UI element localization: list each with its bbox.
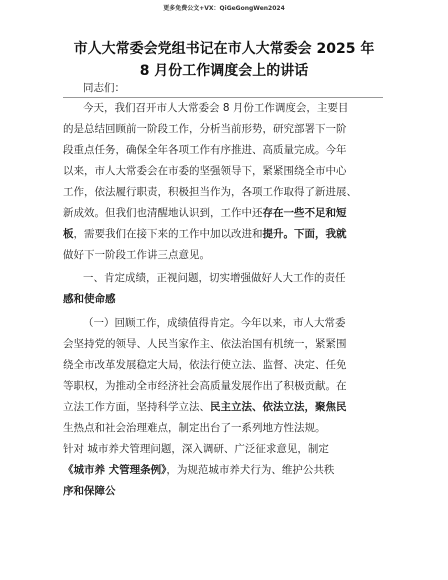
bold-text-run: 提升。下面: [262, 228, 315, 240]
greeting: 同志们：: [83, 82, 125, 94]
header-note: 更多免费公文+VX：QiGeGongWen2024: [163, 5, 285, 12]
section-heading-continued: 感和使命感: [63, 293, 116, 305]
paragraph-line: （一）回顾工作，成绩值得肯定。今年以来，市人大常委: [83, 317, 346, 329]
paragraph-line: [63, 228, 385, 241]
paragraph-line: [63, 207, 385, 220]
title-line-1: 市人大常委会党组书记在市人大常委会 2025 年: [73, 41, 375, 57]
paragraph-line: [63, 401, 385, 414]
paragraph-line: [63, 464, 385, 477]
section-heading: 一、肯定成绩，正视问题，切实增强做好人大工作的责任: [83, 272, 346, 284]
divider: [63, 97, 383, 98]
bold-text-run: 民主立法、依法立法，聚焦民: [210, 401, 347, 413]
paragraph-line: 绕全市改革发展稳定大局，依法行使立法、监督、决定、任免: [63, 359, 347, 371]
paragraph-line: 生热点和社会治理难点，制定出台了一系列地方性法规。: [63, 422, 326, 434]
bold-text-run: 《城市养 犬管理条例》: [63, 464, 167, 476]
paragraph-line: 序和保障公: [63, 485, 116, 497]
paragraph-line: 针对 城市养犬管理问题，深入调研、广泛征求意见，制定: [63, 443, 329, 455]
paragraph-line: 的是总结回顾前一阶段工作，分析当前形势，研究部署下一阶: [63, 123, 347, 135]
paragraph-line: 段重点任务，确保全年各项工作有序推进、高质量完成。今年: [63, 144, 347, 156]
bold-text-run: ，我就: [315, 228, 347, 240]
text-run: ，需要我们在接下来的工作中加以改进和: [73, 228, 263, 240]
paragraph-line: 今天，我们召开市人大常委会 8 月份工作调度会，主要目: [83, 102, 349, 114]
text-run: 立法工作方面，坚持科学立法、: [63, 401, 210, 413]
paragraph-line: 等职权，为推动全市经济社会高质量发展作出了积极贡献。在: [63, 380, 347, 392]
text-run: 新成效。但我们也清醒地认识到，工作中还: [63, 207, 263, 219]
title-line-2: 8 月份工作调度会上的讲话: [139, 63, 309, 79]
paragraph-line: 工作，依法履行职责，积极担当作为，各项工作取得了新进展、: [63, 186, 357, 198]
paragraph-line: 以来，市人大常委会在市委的坚强领导下，紧紧围绕全市中心: [63, 165, 347, 177]
paragraph-line: 会坚持党的领导、人民当家作主、依法治国有机统一，紧紧围: [63, 338, 347, 350]
bold-text-run: 板: [63, 228, 74, 240]
document-title: [40, 38, 408, 82]
text-run: ，为规范城市养犬行为、维护公共秩: [166, 464, 335, 476]
paragraph-line: 做好下一阶段工作讲三点意见。: [63, 249, 210, 261]
bold-text-run: 存在一些不足和短: [262, 207, 347, 219]
